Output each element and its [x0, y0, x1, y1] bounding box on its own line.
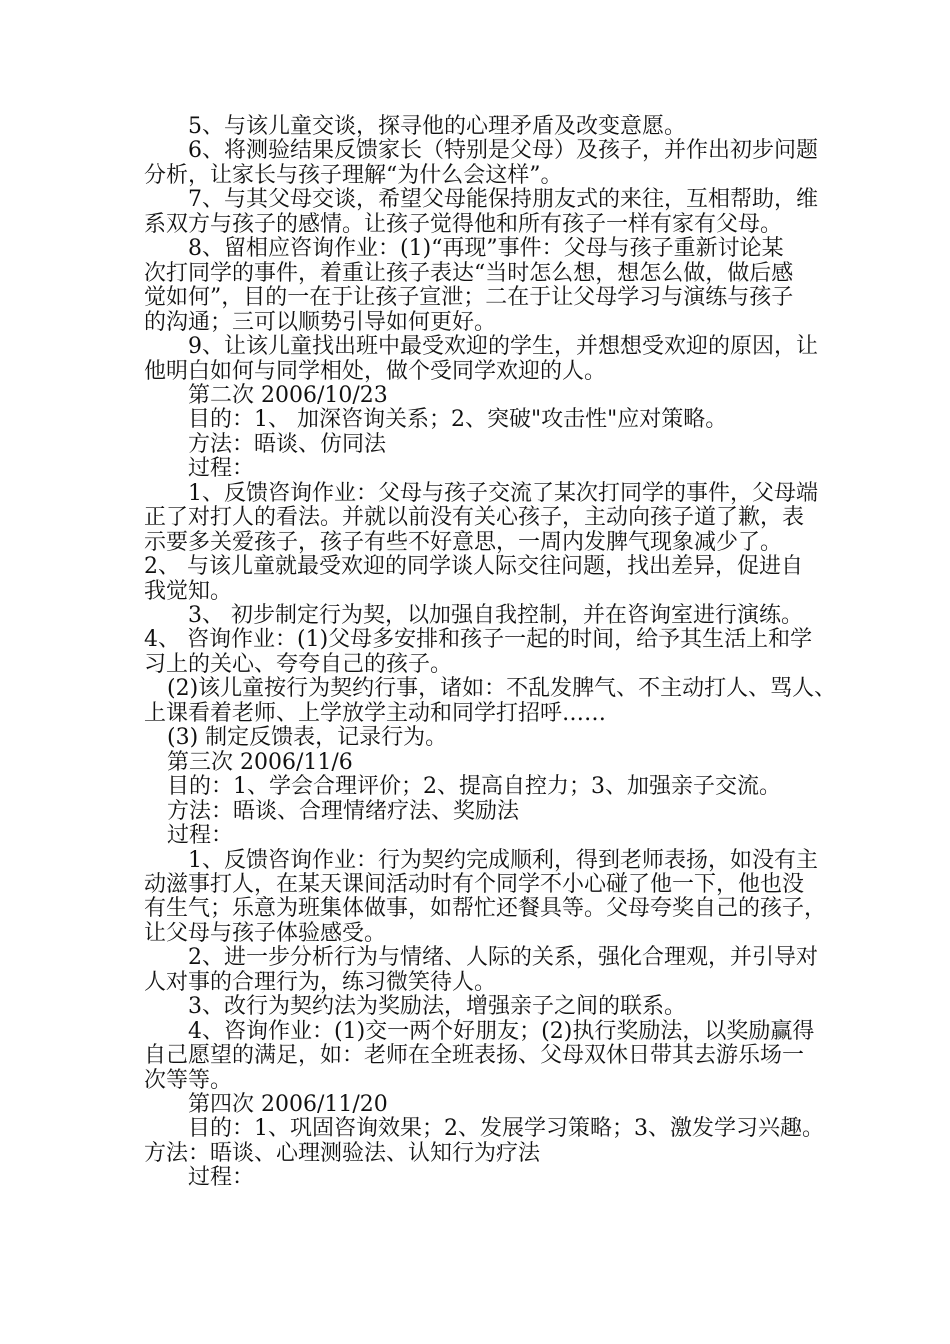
text-line: (3) 制定反馈表，记录行为。 — [167, 725, 448, 750]
text-line: 3、改行为契约法为奖励法，增强亲子之间的联系。 — [188, 994, 686, 1019]
text-line: 正了对打人的看法。并就以前没有关心孩子，主动向孩子道了歉，表 — [144, 505, 805, 530]
text-line: 1、反馈咨询作业：父母与孩子交流了某次打同学的事件，父母端 — [188, 481, 818, 506]
text-line: 分析，让家长与孩子理解“为什么会这样”。 — [144, 163, 563, 188]
text-line: 次打同学的事件，着重让孩子表达“当时怎么想，想怎么做，做后感 — [144, 261, 794, 286]
text-line: 觉如何”，目的一在于让孩子宣泄；二在于让父母学习与演练与孩子 — [144, 285, 794, 310]
text-line: 8、留相应咨询作业：(1)“再现”事件：父母与孩子重新讨论某 — [188, 236, 784, 261]
text-line: 方法：晤谈、仿同法 — [188, 432, 387, 457]
text-line: 2、进一步分析行为与情绪、人际的关系，强化合理观，并引导对 — [188, 945, 818, 970]
text-line: 自己愿望的满足，如：老师在全班表扬、父母双休日带其去游乐场一 — [144, 1043, 805, 1068]
text-line: 6、将测验结果反馈家长（特别是父母）及孩子，并作出初步问题 — [188, 138, 818, 163]
text-line: 7、与其父母交谈，希望父母能保持朋友式的来往，互相帮助，维 — [188, 187, 818, 212]
text-line: 次等等。 — [144, 1068, 233, 1093]
text-line: 方法：晤谈、合理情绪疗法、奖励法 — [167, 799, 520, 824]
text-line: (2)该儿童按行为契约行事，诸如：不乱发脾气、不主动打人、骂人、 — [167, 676, 837, 701]
text-line: 9、让该儿童找出班中最受欢迎的学生，并想想受欢迎的原因，让 — [188, 334, 818, 359]
text-line: 让父母与孩子体验感受。 — [144, 921, 387, 946]
text-line: 4、咨询作业：(1)交一两个好朋友；(2)执行奖励法，以奖励赢得 — [188, 1019, 815, 1044]
text-line: 3、 初步制定行为契，以加强自我控制，并在咨询室进行演练。 — [188, 603, 803, 628]
text-line: 习上的关心、夸夸自己的孩子。 — [144, 652, 453, 677]
text-line: 目的：1、 加深咨询关系；2、突破"攻击性"应对策略。 — [188, 407, 728, 432]
text-line: 方法：晤谈、心理测验法、认知行为疗法 — [144, 1141, 541, 1166]
text-line: 5、与该儿童交谈，探寻他的心理矛盾及改变意愿。 — [188, 114, 686, 139]
text-line: 目的：1、巩固咨询效果；2、发展学习策略；3、激发学习兴趣。 — [188, 1116, 824, 1141]
text-line: 4、 咨询作业：(1)父母多安排和孩子一起的时间，给予其生活上和学 — [144, 627, 813, 652]
text-line: 过程： — [188, 456, 255, 481]
text-line: 系双方与孩子的感情。让孩子觉得他和所有孩子一样有家有父母。 — [144, 212, 783, 237]
text-line: 第二次 2006/10/23 — [188, 383, 388, 408]
text-line: 有生气；乐意为班集体做事，如帮忙还餐具等。父母夸奖自己的孩子， — [144, 896, 827, 921]
text-line: 过程： — [188, 1165, 255, 1190]
text-line: 我觉知。 — [144, 579, 233, 604]
text-line: 目的：1、学会合理评价；2、提高自控力；3、加强亲子交流。 — [167, 774, 781, 799]
text-line: 2、 与该儿童就最受欢迎的同学谈人际交往问题，找出差异，促进自 — [144, 554, 803, 579]
text-line: 动滋事打人，在某天课间活动时有个同学不小心碰了他一下，他也没 — [144, 872, 805, 897]
text-line: 人对事的合理行为，练习微笑待人。 — [144, 970, 497, 995]
text-line: 上课看着老师、上学放学主动和同学打招呼…… — [144, 701, 607, 726]
text-line: 第四次 2006/11/20 — [188, 1092, 388, 1117]
text-line: 第三次 2006/11/6 — [167, 750, 353, 775]
text-line: 他明白如何与同学相处，做个受同学欢迎的人。 — [144, 359, 607, 384]
text-line: 示要多关爱孩子，孩子有些不好意思，一周内发脾气现象减少了。 — [144, 530, 783, 555]
text-line: 的沟通；三可以顺势引导如何更好。 — [144, 310, 497, 335]
text-line: 过程： — [167, 823, 234, 848]
text-line: 1、反馈咨询作业：行为契约完成顺利，得到老师表扬，如没有主 — [188, 848, 818, 873]
